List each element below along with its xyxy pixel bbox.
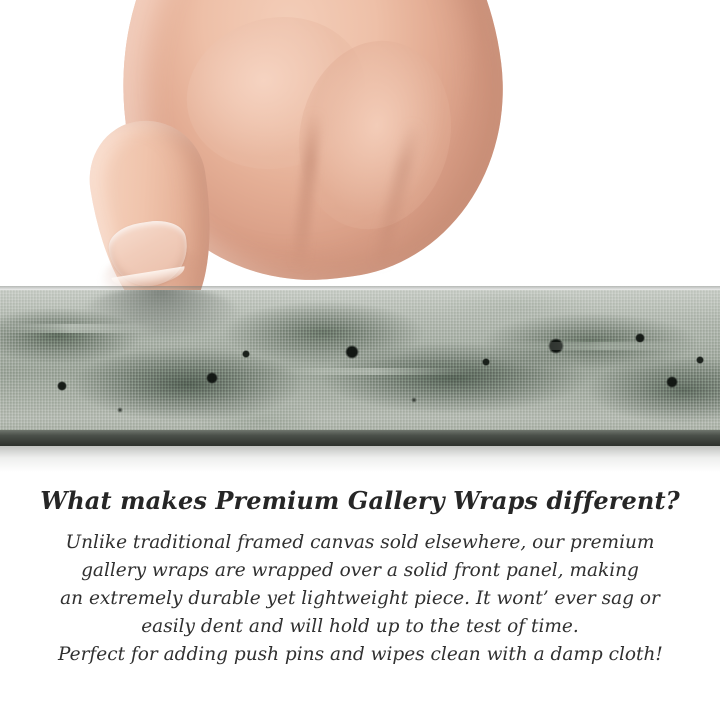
copy-body [0,529,720,670]
canvas-strip-bottom-edge [0,430,720,446]
copy-body-line: gallery wraps are wrapped over a solid front panel, making [81,560,639,582]
canvas-drop-shadow [0,446,720,472]
copy-body-line: Unlike traditional framed canvas sold elsewhere, our premium [65,532,655,553]
copy-body-line: easily dent and will hold up to the test of time. [141,616,579,638]
copy-body-line: Perfect for adding push pins and wipes clean with a damp cloth! [58,644,663,666]
copy-heading: What makes Premium Gallery Wraps different? [40,486,680,515]
marketing-copy [0,486,720,670]
copy-body-line: an extremely durable yet lightweight piece. It wont’ ever sag or [60,588,660,610]
canvas-wrap-edge [0,290,720,442]
